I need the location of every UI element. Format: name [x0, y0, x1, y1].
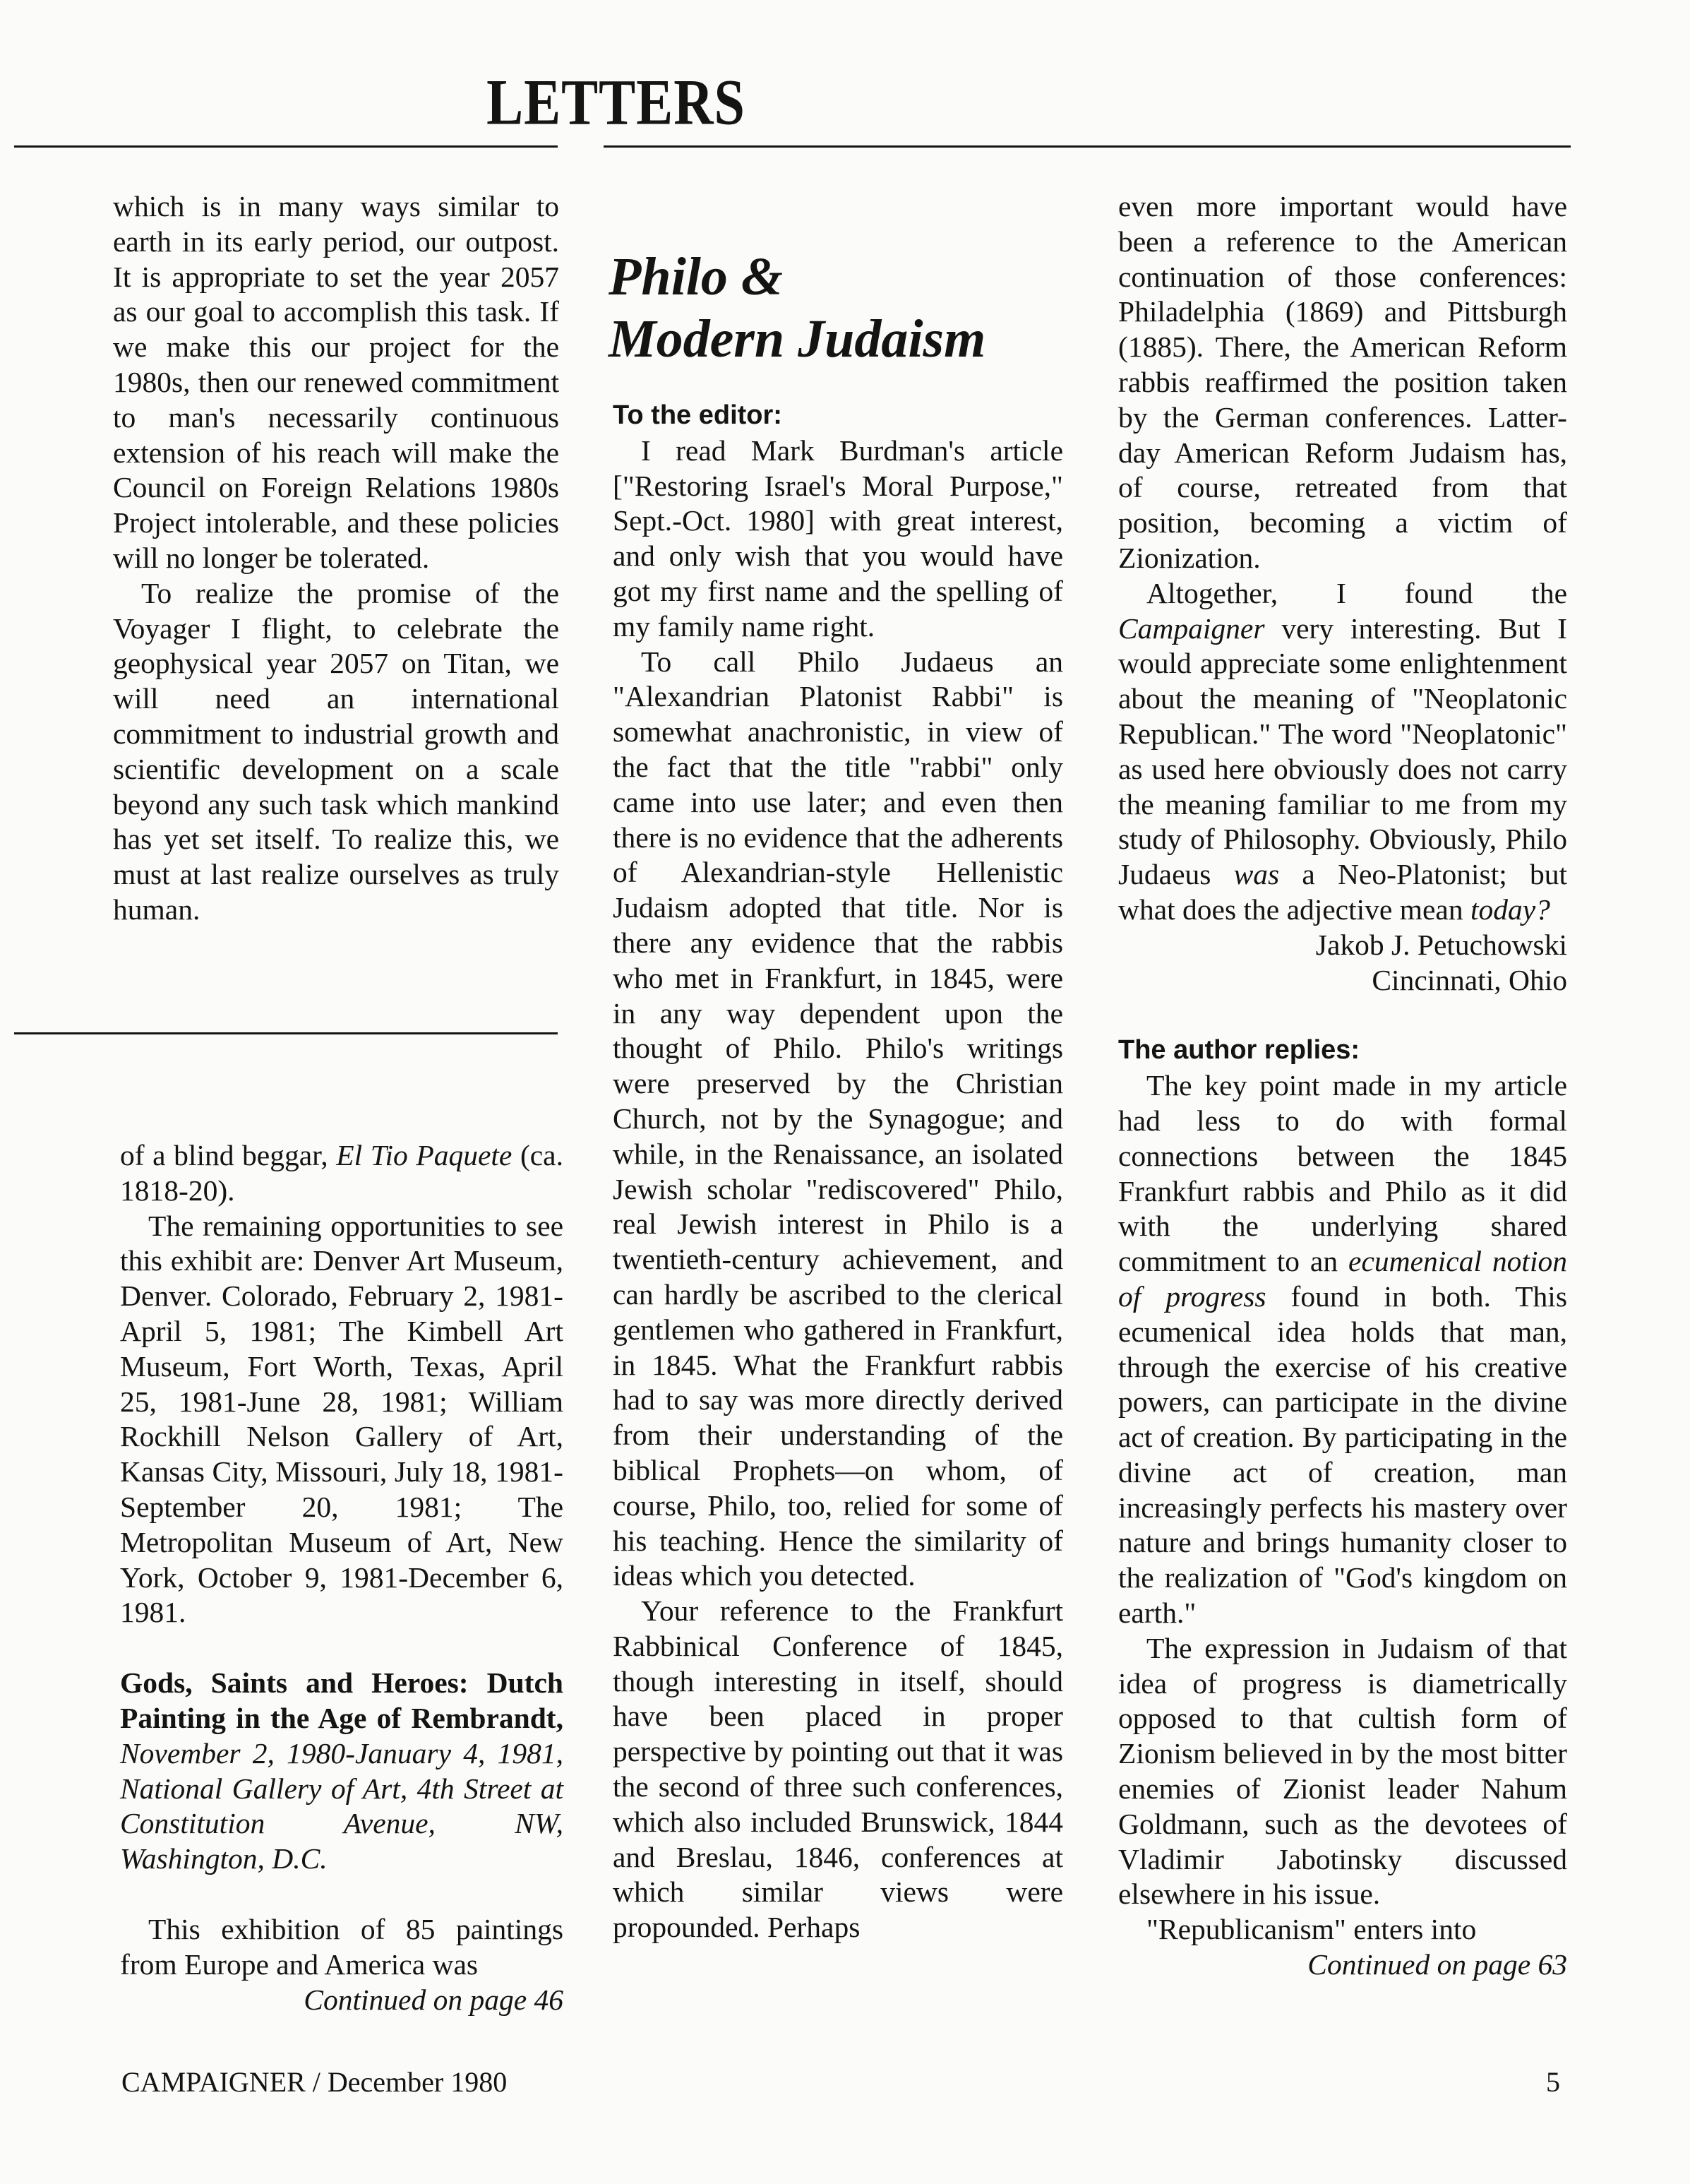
right-column [1118, 189, 1567, 1983]
right-p2-c: a Neo-Platonist; but what does the adjective mean [1118, 858, 1567, 926]
article-paragraph-3: Your reference to the Frankfurt Rabbinical Conference of 1845, though interesting in itself, should have been placed in proper perspective by pointing out that it was the second of three such conferences, which also included Brunswick, 1844 and Breslau, 1846, conferences at which similar views were propounded. Perhaps [613, 1594, 1063, 1944]
right-p3-italic: ecumenical notion of progress [1118, 1245, 1567, 1313]
article-title [609, 246, 1060, 370]
left-bottom-paragraph-2: The remaining opportunities to see this exhibit are: Denver Art Museum, Denver. Colorado, February 2, 1981-April 5, 1981; The Kimbell Art Museum, Fort Worth, Texas, April 25, 1981-June 28, 1981; William Rockhill Nelson Gallery of Art, Kansas City, Missouri, July 18, 1981-September 20, 1981; The Metropolitan Museum of Art, New York, October 9, 1981-December 6, 1981. [120, 1209, 563, 1629]
right-paragraph-3 [1118, 1068, 1567, 1631]
header-rule-left [14, 145, 558, 148]
article-paragraph-1: I read Mark Burdman's article ["Restoring Israel's Moral Purpose," Sept.-Oct. 1980] with great interest, and only wish that you would have got my first name and the spelling of my family name right. [613, 434, 1063, 643]
right-paragraph-5: "Republicanism" enters into [1146, 1913, 1477, 1946]
left-bottom-paragraph-1 [120, 1138, 563, 1209]
right-p2-italic-2: was [1233, 858, 1280, 891]
salutation: To the editor: [613, 400, 782, 430]
article-paragraph-2: To call Philo Judaeus an "Alexandrian Platonist Rabbi" is somewhat anachronistic, in view of the fact that the title "rabbi" only came into use later; and even then there is no evidence that the adherents of Alexandrian-style Hellenistic Judaism adopted that title. Nor is there any evidence that the rabbis who met in Frankfurt, in 1845, were in any way dependent upon the thought of Philo. Philo's writings were preserved by the Christian Church, not by the Synagogue; and while, in the Renaissance, an isolated Jewish scholar "rediscovered" Philo, real Jewish interest in Philo is a twentieth-century achievement, and can hardly be ascribed to the clerical gentlemen who gathered in Frankfurt, in 1845. What the Frankfurt rabbis had to say was more directly derived from their understanding of the biblical Prophets—on whom, of course, Philo, too, relied for some of his teaching. Hence the similarity of ideas which you detected. [613, 645, 1063, 1592]
right-paragraph-1: even more important would have been a reference to the American continuation of those conferences: Philadelphia (1869) and Pittsburgh (1885). There, the American Reform rabbis reaffirmed the position taken by the German conferences. Latter-day American Reform Judaism has, of course, retreated from that position, becoming a victim of Zionization. [1118, 190, 1567, 574]
article-title-line-2: Modern Judaism [609, 309, 986, 369]
left-top-column [113, 189, 559, 928]
exhibit-listing [120, 1666, 563, 1877]
exhibit-info: November 2, 1980-January 4, 1981, National Gallery of Art, 4th Street at Constitution Avenue, NW, Washington, D.C. [120, 1736, 563, 1875]
continued-page-63: Continued on page 63 [1307, 1948, 1567, 1981]
section-title: LETTERS [486, 66, 745, 138]
page-number: 5 [1546, 2066, 1560, 2098]
right-p2-b: very interesting. But I would appreciate some enlightenment about the meaning of "Neoplatonic Republican." The word "Neoplatonic" as used here obviously does not carry the meaning familiar to me from my study of Philosophy. Obviously, Philo Judaeus [1118, 611, 1567, 891]
exhibit-title: Gods, Saints and Heroes: Dutch Painting in the Age of Rembrandt, [120, 1666, 563, 1734]
signature-place: Cincinnati, Ohio [1372, 963, 1567, 996]
right-p3-b: found in both. This ecumenical idea holds that man, through the exercise of his creative powers, can participate in the divine act of creation. By participating in the divine act of creation, man increasingly perfects his mastery over nature and brings humanity closer to the realization of "God's kingdom on earth." [1118, 1279, 1567, 1630]
right-p2-a: Altogether, I found the [1146, 576, 1567, 609]
left-bottom-p1-a: of a blind beggar, [120, 1139, 337, 1171]
right-p2-italic-1: Campaigner [1118, 611, 1265, 645]
left-top-paragraph-1: which is in many ways similar to earth in its early period, our outpost. It is appropriate to set the year 2057 as our goal to accomplish this task. If we make this our project for the 1980s, then our renewed commitment to man's necessarily continuous extension of his reach will make the Council on Foreign Relations 1980s Project intolerable, and these policies will no longer be tolerated. [113, 190, 559, 574]
painting-title: El Tio Paquete [336, 1139, 513, 1171]
footer-publication: CAMPAIGNER / December 1980 [121, 2066, 508, 2098]
continued-page-46: Continued on page 46 [304, 1983, 563, 2016]
left-divider-rule [14, 1032, 558, 1034]
reply-heading: The author replies: [1118, 1035, 1360, 1066]
right-paragraph-4: The expression in Judaism of that idea of progress is diametrically opposed to that cultish form of Zionism believed in by the most bitter enemies of Zionist leader Nahum Goldmann, such as the devotees of Vladimir Jabotinsky discussed elsewhere in his issue. [1118, 1631, 1567, 1911]
left-bottom-paragraph-3: This exhibition of 85 paintings from Europe and America was [120, 1912, 563, 1981]
right-p3-a: The key point made in my article had less to do with formal connections between the 1845 Frankfurt rabbis and Philo as it did with the underlying shared commitment to an [1118, 1069, 1567, 1278]
header-rule-right [604, 145, 1571, 148]
middle-column [613, 398, 1063, 1945]
article-title-line-1: Philo & [609, 247, 784, 306]
right-p2-italic-3: today? [1470, 893, 1550, 926]
left-top-paragraph-2: To realize the promise of the Voyager I flight, to celebrate the geophysical year 2057 on Titan, we will need an international commitment to industrial growth and scientific development on a scale beyond any such task which mankind has yet set itself. To realize this, we must at last realize ourselves as truly human. [113, 576, 559, 926]
signature-name: Jakob J. Petuchowski [1315, 928, 1567, 961]
left-bottom-p1-b: (ca. 1818-20). [120, 1139, 563, 1207]
left-bottom-column [120, 1138, 563, 2017]
right-paragraph-2 [1118, 576, 1567, 928]
